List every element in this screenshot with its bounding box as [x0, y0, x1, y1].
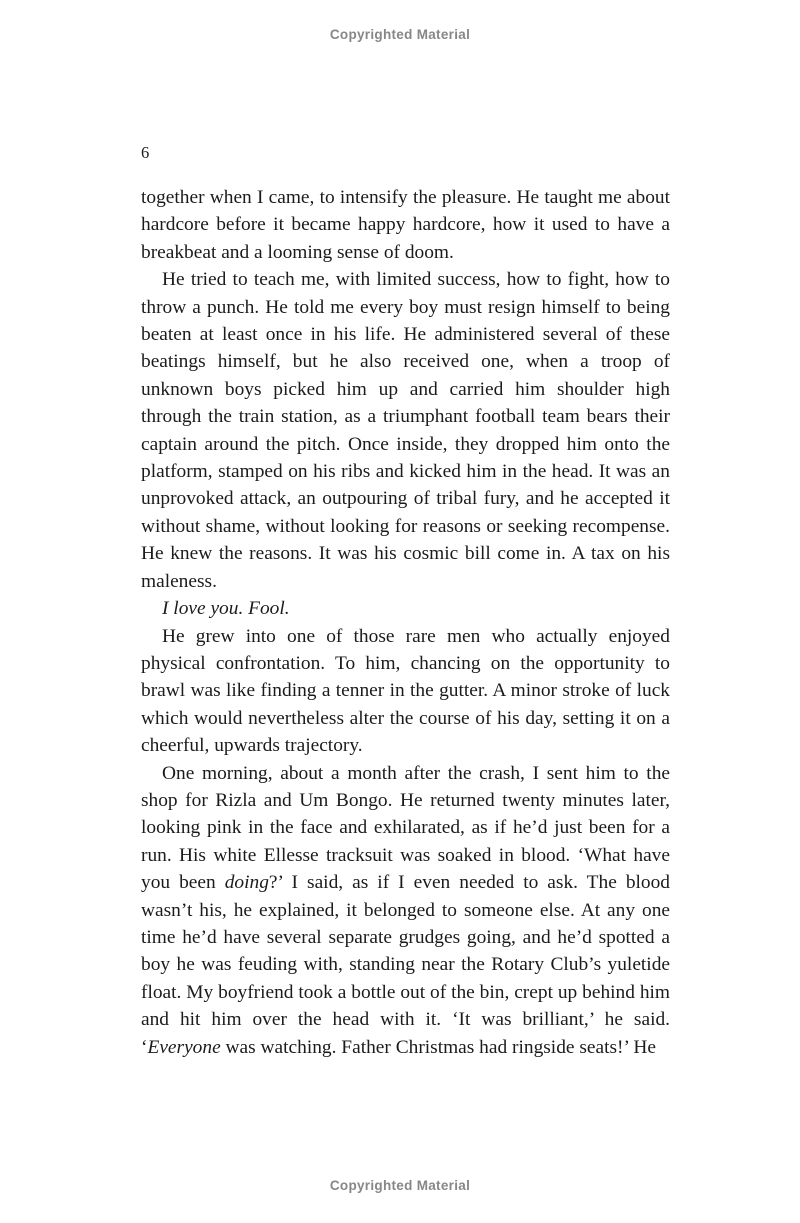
copyright-notice-top: Copyrighted Material: [329, 27, 471, 42]
copyright-notice-bottom: Copyrighted Material: [329, 1178, 471, 1193]
text-run: was watching. Father Christmas had ringside seats!’ He: [220, 1036, 656, 1058]
text-run: He tried to teach me, with limited success, how to fight, how to throw a punch. He told me every boy must resign himself to being beaten at least once in his life. He administered several of these beatings himself, but he also received one, when a troop of unknown boys picked him up and carried him shoulder high through the train station, as a triumphant football team bears their captain around the pitch. Once inside, they dropped him onto the platform, stamped on his ribs and kicked him in the head. It was an unprovoked attack, an outpouring of tribal fury, and he accepted it without shame, without looking for reasons or seeking recompense. He knew the reasons. It was his cosmic bill come in. A tax on his maleness.: [141, 269, 670, 592]
paragraph: [141, 266, 670, 595]
italic-text-run: doing: [224, 872, 269, 894]
paragraph: [141, 760, 670, 1061]
text-run: together when I came, to intensify the pleasure. He taught me about hardcore before it became happy hardcore, how it used to have a breakbeat and a looming sense of doom.: [141, 187, 670, 263]
italic-text-run: Everyone: [147, 1036, 221, 1058]
paragraph: [141, 623, 670, 760]
paragraph: [141, 184, 670, 266]
text-run: He grew into one of those rare men who actually enjoyed physical confrontation. To him, chancing on the opportunity to brawl was like finding a tenner in the gutter. A minor stroke of luck which would nevertheless alter the course of his day, setting it on a cheerful, upwards trajectory.: [141, 625, 670, 757]
paragraph: [141, 595, 670, 622]
text-run: ?’ I said, as if I even needed to ask. The blood wasn’t his, he explained, it belonged to someone else. At any one time he’d have several separate grudges going, and he’d spotted a boy he was feuding with, standing near the Rotary Club’s yuletide float. My boyfriend took a bottle out of the bin, crept up behind him and hit him over the head with it. ‘It was brilliant,’ he said. ‘: [141, 872, 670, 1058]
page-number: 6: [141, 143, 150, 162]
body-text: [141, 184, 670, 1061]
text-run: One morning, about a month after the crash, I sent him to the shop for Rizla and Um Bongo. He returned twenty minutes later, looking pink in the face and exhilarated, as if he’d just been for a run. His white Ellesse tracksuit was soaked in blood. ‘What have you been: [141, 762, 670, 894]
italic-text-run: I love you. Fool.: [162, 598, 290, 620]
